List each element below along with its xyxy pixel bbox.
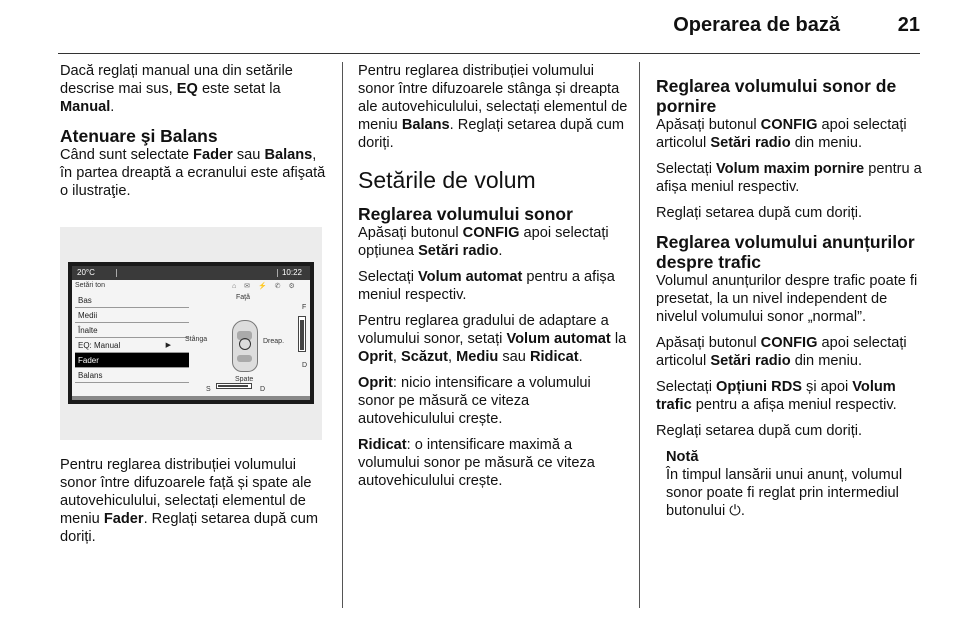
traffic-step-3: Reglați setarea după cum doriți. [656,423,863,439]
screen-submenu-title: Setări ton [75,282,105,289]
traffic-step-2: Selectați Opțiuni RDS și apoi Volum trafic pentru a afișa meniul respectiv. [656,379,897,413]
menu-item-fader[interactable]: Fader [75,353,189,368]
screen-status-bar [72,266,310,280]
startup-volume-heading: Reglarea volumului sonor de pornire [656,76,897,116]
note-title: Notă [666,449,699,465]
traffic-step-1: Apăsați butonul CONFIG apoi selectați articolul Setări radio din meniu. [656,335,907,369]
fade-balance-paragraph: Când sunt selectate Fader sau Balans, în partea dreaptă a ecranului este afişată o ilustraţie. [60,147,326,199]
menu-item-bass[interactable]: Bas [75,293,189,308]
screen-content [72,266,310,400]
column-1-lower [60,456,330,554]
column-separator-1 [342,62,343,608]
menu-item-balance[interactable]: Balans [75,368,189,383]
auto-volume-heading: Reglarea volumului sonor [358,204,573,224]
screen-temperature: 20°C [77,268,95,277]
note-box [656,448,926,520]
infotainment-screen [68,262,314,404]
status-divider [277,269,278,277]
balance-slider[interactable] [216,383,252,389]
traffic-volume-heading: Reglarea volumului anunțurilor despre trafic [656,232,915,272]
off-description: Oprit: nicio intensificare a volumului sonor pe măsură ce viteza autovehiculului crește. [358,375,591,427]
column-1 [60,62,330,208]
car-icon [232,320,258,372]
sound-focus-icon [239,338,251,350]
menu-item-mid[interactable]: Medii [75,308,189,323]
screen-clock: 10:22 [281,268,302,277]
display-illustration [60,227,322,440]
label-d-bottom: D [260,386,266,393]
label-right: Dreap. [263,338,285,345]
auto-volume-step-3: Pentru reglarea gradului de adaptare a volumului sonor, setați Volum automat la Oprit, Scăzut, Mediu sau Ridicat. [358,313,627,365]
page-number: 21 [897,14,920,36]
high-description: Ridicat: o intensificare maximă a volumului sonor pe măsură ce viteza autovehiculului crește. [358,437,595,489]
balance-paragraph: Pentru reglarea distribuției volumului sonor între difuzoarele stânga și dreapta ale autovehiculului, selectați elementul de meniu Balans. Reglați setarea după cum doriți. [358,63,628,151]
label-front: Faţă [236,294,251,301]
screen-footer [72,396,310,400]
balance-slider-fill [218,385,248,387]
column-separator-2 [639,62,640,608]
status-divider [116,269,117,277]
auto-volume-step-1: Apăsați butonul CONFIG apoi selectați opțiunea Setări radio. [358,225,609,259]
volume-settings-heading: Setările de volum [358,167,536,193]
label-left: Stânga [185,336,208,343]
power-icon: ⏻ [729,503,741,519]
fade-balance-heading: Atenuare şi Balans [60,126,218,146]
manual-eq-paragraph: Dacă reglați manual una din setările descrise mai sus, EQ este setat la Manual. [60,63,293,115]
traffic-intro: Volumul anunțurilor despre trafic poate fi presetat, la un nivel independent de nivelul volumului sonor „normal”. [656,273,918,325]
rear-window-icon [237,355,252,362]
column-2 [358,62,628,498]
label-rear: Spate [235,376,254,383]
fader-slider[interactable] [298,316,306,352]
tone-menu [75,293,189,383]
label-s: S [206,386,211,393]
startup-step-2: Selectați Volum maxim pornire pentru a afișa meniul respectiv. [656,161,922,195]
startup-step-3: Reglați setarea după cum doriți. [656,205,863,221]
note-text: În timpul lansării unui anunț, volumul sonor poate fi reglat prin intermediul butonului ⏻. [666,467,903,519]
header-rule [58,53,920,54]
status-icons: ⌂ ✉ ⚡ ✆ ⚙ [232,283,298,290]
menu-item-eq[interactable]: EQ: Manual ▶ [75,338,189,353]
chevron-right-icon: ▶ [165,342,171,349]
fader-slider-fill [300,320,304,350]
auto-volume-step-2: Selectați Volum automat pentru a afișa meniul respectiv. [358,269,615,303]
label-f: F [302,304,307,311]
startup-step-1: Apăsați butonul CONFIG apoi selectați articolul Setări radio din meniu. [656,117,907,151]
fader-paragraph: Pentru reglarea distribuției volumului sonor între difuzoarele față și spate ale autovehiculului, selectați elementul de meniu Fader. Reglați setarea după cum doriți. [60,457,318,545]
page-header-title: Operarea de bază [673,14,840,36]
column-3 [656,76,926,520]
label-d-right: D [302,362,308,369]
menu-item-treble[interactable]: Înalte [75,323,189,338]
